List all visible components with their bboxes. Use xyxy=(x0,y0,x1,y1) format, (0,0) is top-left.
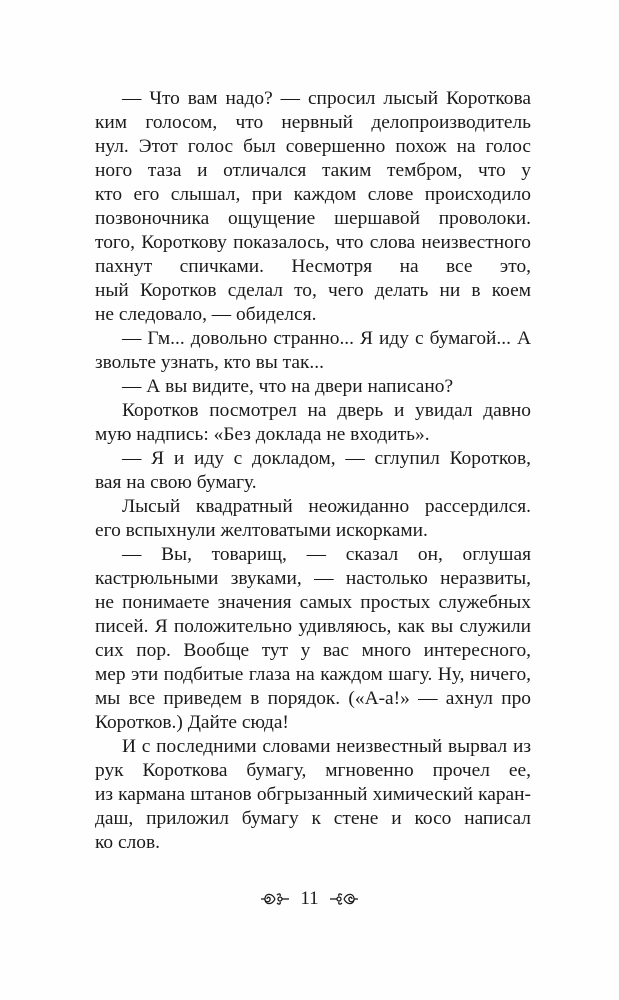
text-line: рук Короткова бумагу, мгновенно прочел ее, xyxy=(95,760,531,781)
text-line: кто его слышал, при каждом слове происходило xyxy=(95,184,531,205)
text-line: — Гм... довольно странно... Я иду с бумагой... А xyxy=(122,328,531,349)
text-line: его вспыхнули желтоватыми искорками. xyxy=(95,520,428,541)
text-line: того, Короткову показалось, что слова неизвестного xyxy=(95,232,531,253)
body-text xyxy=(95,87,531,855)
text-line: из кармана штанов обгрызанный химический каран- xyxy=(95,784,531,805)
text-line: Коротков посмотрел на дверь и увидал давно xyxy=(122,400,531,421)
text-line: Коротков.) Дайте сюда! xyxy=(95,712,289,733)
scroll-ornament-icon xyxy=(329,889,359,909)
text-line: нул. Этот голос был совершенно похож на голос xyxy=(95,136,531,157)
text-line: звольте узнать, кто вы так... xyxy=(95,352,324,373)
text-line: ного таза и отличался таким тембром, что у xyxy=(95,160,531,181)
page-footer xyxy=(0,887,619,910)
page-number: 11 xyxy=(300,887,319,909)
text-line: ный Коротков сделал то, чего делать ни в коем xyxy=(95,280,531,301)
text-line: ко слов. xyxy=(95,832,160,853)
text-line: — Что вам надо? — спросил лысый Короткова xyxy=(122,88,531,109)
text-line: — Вы, товарищ, — сказал он, оглушая xyxy=(122,544,531,565)
scroll-ornament-icon xyxy=(260,889,290,909)
text-line: — Я и иду с докладом, — сглупил Коротков, xyxy=(122,448,531,469)
text-line: мы все приведем в порядок. («А-а!» — ахнул про xyxy=(95,688,531,709)
text-line: пахнут спичками. Несмотря на все это, xyxy=(95,256,531,277)
text-line: Лысый квадратный неожиданно рассердился. xyxy=(122,496,531,517)
text-line: сих пор. Вообще тут у вас много интересного, xyxy=(95,640,531,661)
text-line: мер эти подбитые глаза на каждом шагу. Ну, ничего, xyxy=(95,664,531,685)
text-line: позвоночника ощущение шершавой проволоки. xyxy=(95,208,531,229)
text-line: писей. Я положительно удивляюсь, как вы служили xyxy=(95,616,531,637)
text-line: И с последними словами неизвестный вырвал из xyxy=(122,736,531,757)
text-line: вая на свою бумагу. xyxy=(95,472,257,493)
text-line: кастрюльными звуками, — настолько неразвиты, xyxy=(95,568,531,589)
text-line: не понимаете значения самых простых служебных xyxy=(95,592,531,613)
text-line: — А вы видите, что на двери написано? xyxy=(122,376,454,397)
text-line: ким голосом, что нервный делопроизводитель xyxy=(95,112,531,133)
text-line: мую надпись: «Без доклада не входить». xyxy=(95,424,430,445)
text-line: даш, приложил бумагу к стене и косо написал xyxy=(95,808,531,829)
text-line: не следовало, — обиделся. xyxy=(95,304,317,325)
